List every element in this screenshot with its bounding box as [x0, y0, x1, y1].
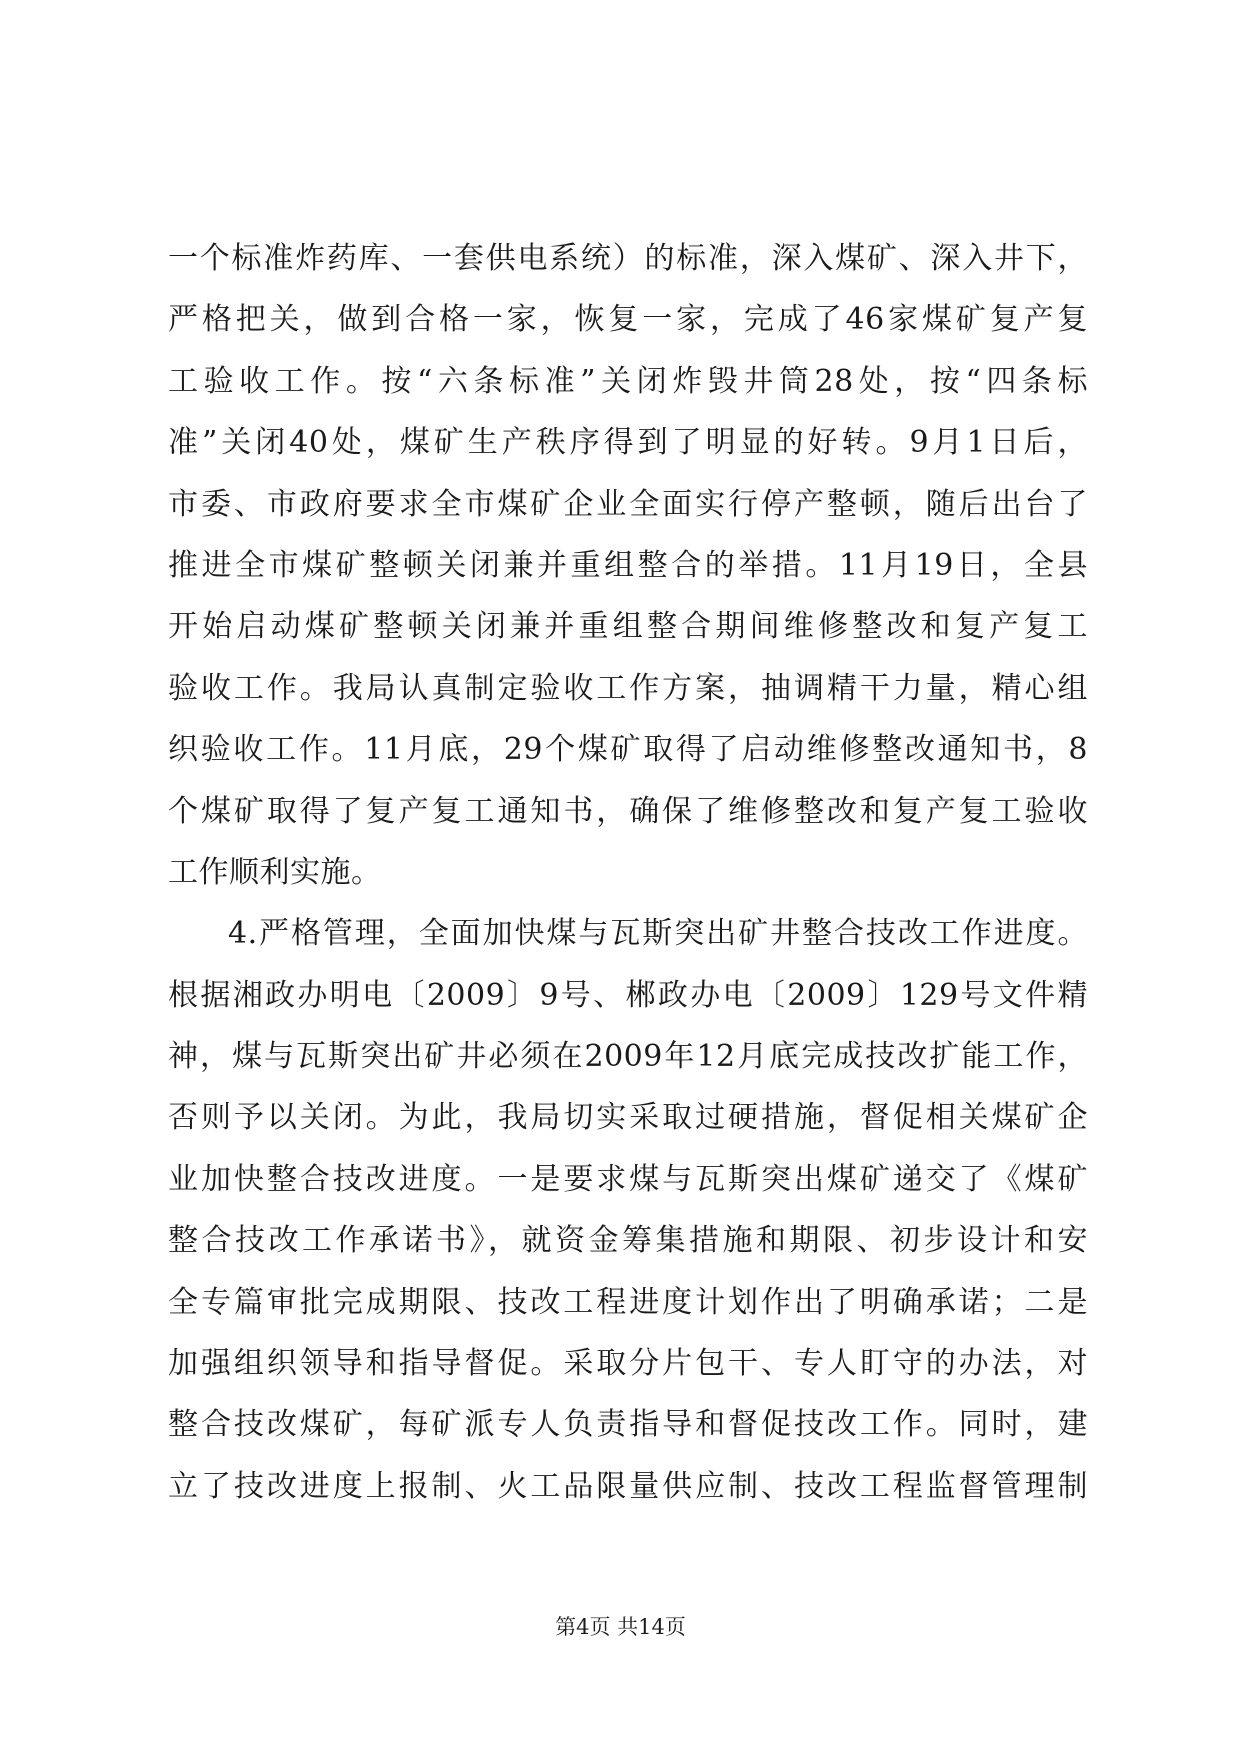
text-line: 验收工作。我局认真制定验收工作方案，抽调精干力量，精心组 [168, 670, 1088, 706]
text-line: 个煤矿取得了复产复工通知书，确保了维修整改和复产复工验收 [168, 793, 1088, 829]
text-line: 织验收工作。11月底，29个煤矿取得了启动维修整改通知书，8 [168, 732, 1088, 768]
text-line: 神，煤与瓦斯突出矿井必须在2009年12月底完成技改扩能工作， [168, 1039, 1088, 1075]
text-line: 业加快整合技改进度。一是要求煤与瓦斯突出煤矿递交了《煤矿 [168, 1161, 1088, 1197]
text-line: 立了技改进度上报制、火工品限量供应制、技改工程监督管理制 [168, 1468, 1088, 1504]
text-line: 否则予以关闭。为此，我局切实采取过硬措施，督促相关煤矿企 [168, 1100, 1088, 1136]
text-line: 市委、市政府要求全市煤矿企业全面实行停产整顿，随后出台了 [168, 486, 1088, 522]
paragraph-2 [168, 903, 1088, 1517]
text-line: 工作顺利实施。 [168, 854, 382, 890]
text-line: 整合技改煤矿，每矿派专人负责指导和督促技改工作。同时，建 [168, 1407, 1088, 1443]
text-line: 严格把关，做到合格一家，恢复一家，完成了46家煤矿复产复 [168, 302, 1088, 338]
page-number-footer: 第4页 共14页 [555, 1615, 686, 1639]
text-line: 根据湘政办明电〔2009〕9号、郴政办电〔2009〕129号文件精 [168, 977, 1088, 1013]
text-line: 准”关闭40处，煤矿生产秩序得到了明显的好转。9月1日后， [168, 425, 1088, 461]
text-line: 加强组织领导和指导督促。采取分片包干、专人盯守的办法，对 [168, 1346, 1088, 1382]
text-line: 开始启动煤矿整顿关闭兼并重组整合期间维修整改和复产复工 [168, 609, 1088, 645]
text-line: 推进全市煤矿整顿关闭兼并重组整合的举措。11月19日，全县 [168, 547, 1088, 583]
text-line: 全专篇审批完成期限、技改工程进度计划作出了明确承诺；二是 [168, 1284, 1088, 1320]
paragraph-1 [168, 228, 1088, 903]
text-line: 整合技改工作承诺书》，就资金筹集措施和期限、初步设计和安 [168, 1223, 1088, 1259]
document-body [168, 228, 1088, 1517]
text-line: 工验收工作。按“六条标准”关闭炸毁井筒28处，按“四条标 [168, 363, 1088, 399]
text-line: 4.严格管理，全面加快煤与瓦斯突出矿井整合技改工作进度。 [228, 916, 1088, 952]
text-line: 一个标准炸药库、一套供电系统）的标准，深入煤矿、深入井下， [168, 241, 1088, 276]
